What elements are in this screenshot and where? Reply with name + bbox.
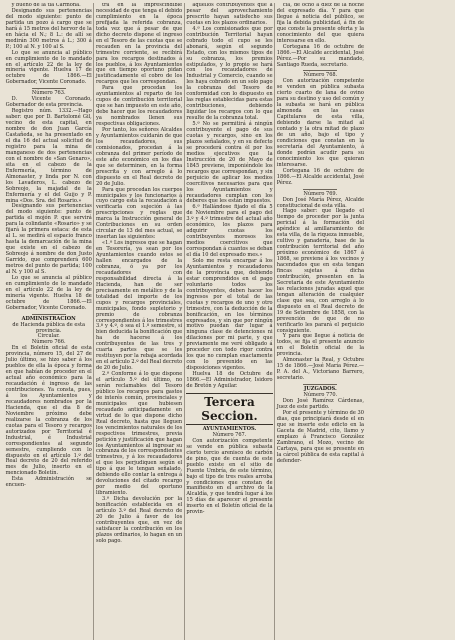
section-subheading: Número 763. xyxy=(31,90,66,97)
section-subheading: Circular. xyxy=(37,333,60,340)
section-heading: AYUNTAMIENTOS. xyxy=(202,425,257,432)
paragraph: 4.ª Los comisionados que por contribución Territorial hayan cobrado todo el cupo se les abonará, según el segundo Estado, con los mismos tipos de su cobranza, los premios estipulados, y lo propio se hará con los recaudadores de Industrial y Comercio, cuando se les haya cobrado en un solo pago la cobranza del Tesoro de conformidad con lo dispuesto en las reglas establecidas para estas contribuciones, debiendo liquidar los recargos con lo que resulte de la cobranza total. xyxy=(186,25,273,122)
section-heading: ADMINISTRACION xyxy=(21,315,76,322)
paragraph: 2.ª Conforme á lo que dispone el artículo 5.º del último, no serán reclamables del Tesoro público los recargos para gastos de interés común, provinciales y municipales que hubiesen recaudado anticipadamente en virtud de lo que dispone dicho Real decreto, hasta que lleguen los vencimientos naturales de los respectivos trimestres, previa petición y justificación que hagan los Ayuntamientos al ingresar su cobranza de los correspondientes trimestres, y á los recaudadores el que les perjudiquen según el tipo á que le tengan señalado, debiendo ello contar la entrega á devoluciones del citado recargo por medio del oportuno libramiento. xyxy=(95,371,183,497)
section-subheading: de Hacienda pública de esta provincia. xyxy=(12,321,85,334)
paragraph: y bueno de la tía Carmona. xyxy=(11,3,81,8)
paragraph: 5.ª No se permitirá á ningún contribuyente el pago de sus cuotas y recargos, sino en los plazos señalados, y en su defecto se procederá contra él por los medios ejecutivos que la Instrucción de 20 de Mayo de 1845 previene, imponiéndole los recargos que correspondan, y sin perjuicio de aplicar los medios coercitivos necesarios para que los Ayuntamientos y recaudadores cumplan con los deberes que les están impuestos. xyxy=(186,121,273,205)
divider xyxy=(303,189,337,190)
paragraph: Por el presente y término de 30 dias, que principiará desde el en que se inserte este edicto en la Gaceta de Madrid, cito, llamo y emplazo á Francisco González Zambrano, el Mozo, vecino de Cartaya, para que se presente en la cárcel pública de esta capital á defender- xyxy=(276,409,364,464)
paragraph: Registro núm. 1332.—Hago saber: que por D. Bartolomé Gil, vecino de esta capital, en nombre de don Juan García Castañeda, se ha presentado en el dia 16 del actual solicitud de registro para la mina de manganeso de dos pertenencias con el nombre de «San Genaro», sita en el cabezo de la Enfermería, término de Almonaster, y linda por N. con los Lavaderos, L. cabezo de Sobreojo, la majadal de la Enfermería y el del Guijo y P. mina «Dos. Sra. del Rosario.» xyxy=(5,108,92,204)
paragraph: Y para que llegue á noticia de todos, se fija el presente anuncio en el Boletín oficial de la provincia. xyxy=(276,333,364,358)
paragraph: Cortegana 16 de octubre de 1866.—El Alcalde accidental, José Pérez. xyxy=(276,167,364,186)
paragraph: Don José Ramírez Cárdenas, Juez de este partido. xyxy=(276,398,364,410)
paragraph: Designando sus pertenencias del modo siguiente: punto de partida el mojón P. que servirá para la colindante «Rosario» y se fijará la primera estaca: de esta al L. se medirá el espacio franco hasta la demarcación de la mina que existe en el cabezo de Sobreojo á nombre de don Justo Garrido, que comprenderá 600 metros del punto de partida; 100 al N. y 100 al S. xyxy=(5,203,92,275)
column-2 xyxy=(94,3,184,640)
paragraph: 3.ª Dicha devolución por la bonificación establecida en el artículo 3.º del Real decreto de 20 de Julio á favor de los contribuyentes que, en vez de satisfacer la contribución en los plazos ordinarios, lo hagan en un solo pago. xyxy=(95,496,183,544)
divider xyxy=(32,314,66,315)
column-1 xyxy=(4,3,94,640)
paragraph: Para que procedan los cuerpos municipales y los funcionarios á cuyo cargo está la recaudación á verificarla con sujeción á las prescripciones y reglas que marca la Instrucción general de Contribuciones en su orden circular de 13 del mes actual, se insertan las siguientes: xyxy=(95,186,183,241)
paragraph: tra en la imprescindible necesidad de que tenga el debido cumplimiento en la época prefijada la referida cobranza, toda vez que á pesar de que dicho decreto dispone el ingreso en el Tesoro de las cuotas que se recauden en la provincia del trimestre corriente, se recibirá para los recargos destinados á los pueblos, á los Ayuntamientos que en tiempo oportuno pidan justificadamente el cobro de los recargos que les correspondan. xyxy=(95,3,183,86)
paragraph: En el Boletín oficial de esta provincia, número 15, del 27 de Julio último, se hizo saber á los pueblos de ella la época y forma en que habían de proceder en el actual año económico para la recaudación é ingreso de las contribuciones. Ya consta, pues, á los Ayuntamientos y recaudadores nombrados por la Hacienda, que el dia 8 de Noviembre próximo debe realizarse la cobranza de los cuotas para el Tesoro y recargos autorizados por Territorial é Industrial, é Industrial correspondientes al segundo semestre, cumpliendo con lo dispuesto en el artículo 1.º del Real decreto de 20 del referido mes de Julio, inserto en el mencionado Boletín. xyxy=(5,345,92,477)
paragraph: «1.ª Los ingresos que se hagan en Tesorería, ya sean por los Ayuntamientos cuando estos se hallen encargados de la cobranza, ó ya por los recaudadores con responsabilidad directa á la Hacienda, han de ser precisamente en metálico y de la totalidad del importe de los cupos y recargos provinciales, municipales, fondo supletorio y premio de cobranza correspondientes á los trimestres 3.º y 4.º, ó sea el 1.º semestre, si bien deducida la bonificación que ha de hacerse á los contribuyentes de las tres y cuarta partes que se les restituyen por la rebaja acordada en el artículo 2.º del Real decreto de 20 de Julio. xyxy=(95,240,183,372)
section-subheading: Número 767. xyxy=(212,431,247,438)
paragraph: Hago saber: que llegado el tiempo de proceder por la junta pericial á la formación del apéndice al amillaramiento de esta villa, de la riqueza inmueble, cultivo y ganadería, base de la contribución territorial del año próximo económico de 1867 á 1868, se previene á los vecinos y hacendados que en esta tengan fincas sujetas á dicha contribución, presenten en la Secretaría de este Ayuntamiento las relaciones juradas aquel que tengan alteración de cualquier clase que sea, con arreglo á lo dispuesto en el Real decreto de 19 de Setiembre de 1858, con la prevención de que de no verificarlo les parará el perjuicio consiguiente. xyxy=(276,208,364,334)
paragraph: cia, de ocho á diez de la noche del expresado día. Y para que llegue á noticia del público, se fija la debida publicidad, á fin de que conste la presente oferta y la conocimiento del que quiera interesarse en ello. xyxy=(276,3,364,44)
column-4 xyxy=(275,3,365,640)
paragraph: D. Vicente Coronado, Gobernador de esta provincia. xyxy=(5,96,92,109)
paragraph: Esta Administración se encuen- xyxy=(5,476,92,489)
paragraph: Huelva 18 de Octubre de 1866.—El Administrador, Isidoro de Bretón y Aguilar. xyxy=(186,371,273,389)
paragraph: Lo que se anuncia al público en cumplimiento de lo mandado en el artículo 22 de la ley de minería vigente. Huelva 18 de octubre de 1866.—El Gobernador, Vicente Coronado. xyxy=(5,274,92,311)
section-heading: JUZGADOS. xyxy=(304,386,337,393)
paragraph: Con autorización competente se venden en pública subasta cierto cuarto de lana de ovino para su destino y uso del común y la subasta se hará en pública almoneda en las casas Capitulares de esta villa, debiendo darse la mitad al contado y la otra mitad de plazo de un año, bajo el tipo y condiciones que constan en la secretaría del Ayuntamiento, á donde podrán acudir para su conocimiento los que quieran interesarse. xyxy=(276,78,364,168)
section-subheading: Número 770. xyxy=(303,392,338,399)
paragraph: Designando sus pertenencias del modo siguiente: punto de partida un pozo á cargo que se hará á 15 metros del hervor de la en hácia el N.; 8 L.: de allí se medirán 300 metros á L.; 300 á P.; 100 al N. y 100 al S. xyxy=(5,7,92,50)
paragraph: Por tanto, los señores Alcaldes y Ayuntamientos cuidarán de que los recaudadores, sus comisionados, procedan á la cobranza del primer período de este año económico en los dias que se determinen, en la forma prescrita y con arreglo á lo dispuesto en el Real decreto de 20 de Julio. xyxy=(95,127,183,187)
paragraph: Almonaster la Real, y Octubre 15 de 1866.—José María Pérez.—P. A. del A., Victoriano Barrero, secretario. xyxy=(276,357,364,382)
section-title: Tercera Seccion. xyxy=(186,393,272,425)
paragraph: Cortegana 16 de octubre de 1866.—El Alcalde accidental, José Pérez.—Por su mandado, Santiago Rueda, secretario. xyxy=(276,43,364,68)
paragraph: Solo me resta encargar á los Ayuntamientos y recaudadores de la provincia que, debiendo estar comprendidos en el pago voluntario todos los contribuyentes, deben hacer los ingresos por el total de las cuotas y recargos de uno y otro trimestre, con la deducción de la bonificación, en los términos expresados, y sin que por ningún motivo puedan dar lugar á ninguna clase de detenciones ni dilaciones por mi parte, y que previamente me veré obligado á proceder con todo rigor contra los que no cumplan exactamente con lo prevenido en las disposiciones vigentes. xyxy=(186,257,273,372)
column-3 xyxy=(185,3,275,640)
paragraph: Lo que se anuncia al público en cumplimiento de lo mandado en el artículo 22 de la ley de minería vigente. Huelva 17 de octubre de 1866.—El Gobernador, Vicente Coronado. xyxy=(5,49,92,86)
paragraph: 6.ª Hallándose fijado el día 5 de Noviembre para el pago del 3.º y 4.º trimestre del actual año económico, los plazos para adquirir cuotas los contribuyentes morosos los medios coercitivos que correspondan á cuantos se deban el día 10 del expresado mes.» xyxy=(186,204,273,259)
paragraph: Para que procedan los ayuntamientos al reparto de los cupos de contribución territorial que se han impuesto en este año, debe hacer que los recaudadores ya nombrados llenen sus respectivas obligaciones. xyxy=(95,85,183,128)
section-subheading: Número 769. xyxy=(303,190,338,197)
paragraph: aquellos contribuyentes que á pesar del aprovechamiento prescrito hayan satisfecho sus cuotas en los plazos ordinarios. xyxy=(186,3,273,26)
section-subheading: Número 766. xyxy=(31,339,66,346)
paragraph: Don José María Pérez, Alcalde constitucional de esta villa. xyxy=(276,196,364,209)
paragraph: Con autorización competente se vende en pública subasta cierto tercio arenisco de carbón de pino, que de cuenta de este pueblo existe en el sitio de Fuente Umbría, de este término, bajo el tipo de tres reales arroba y condiciones que constan de manifiesto en el archivo de la Alcaldía, y que tendrá lugar á los 15 días de aparecer el presente inserto en el Boletín oficial de la provin- xyxy=(186,437,273,516)
divider xyxy=(303,384,337,385)
section-subheading: Número 768. xyxy=(303,72,338,79)
